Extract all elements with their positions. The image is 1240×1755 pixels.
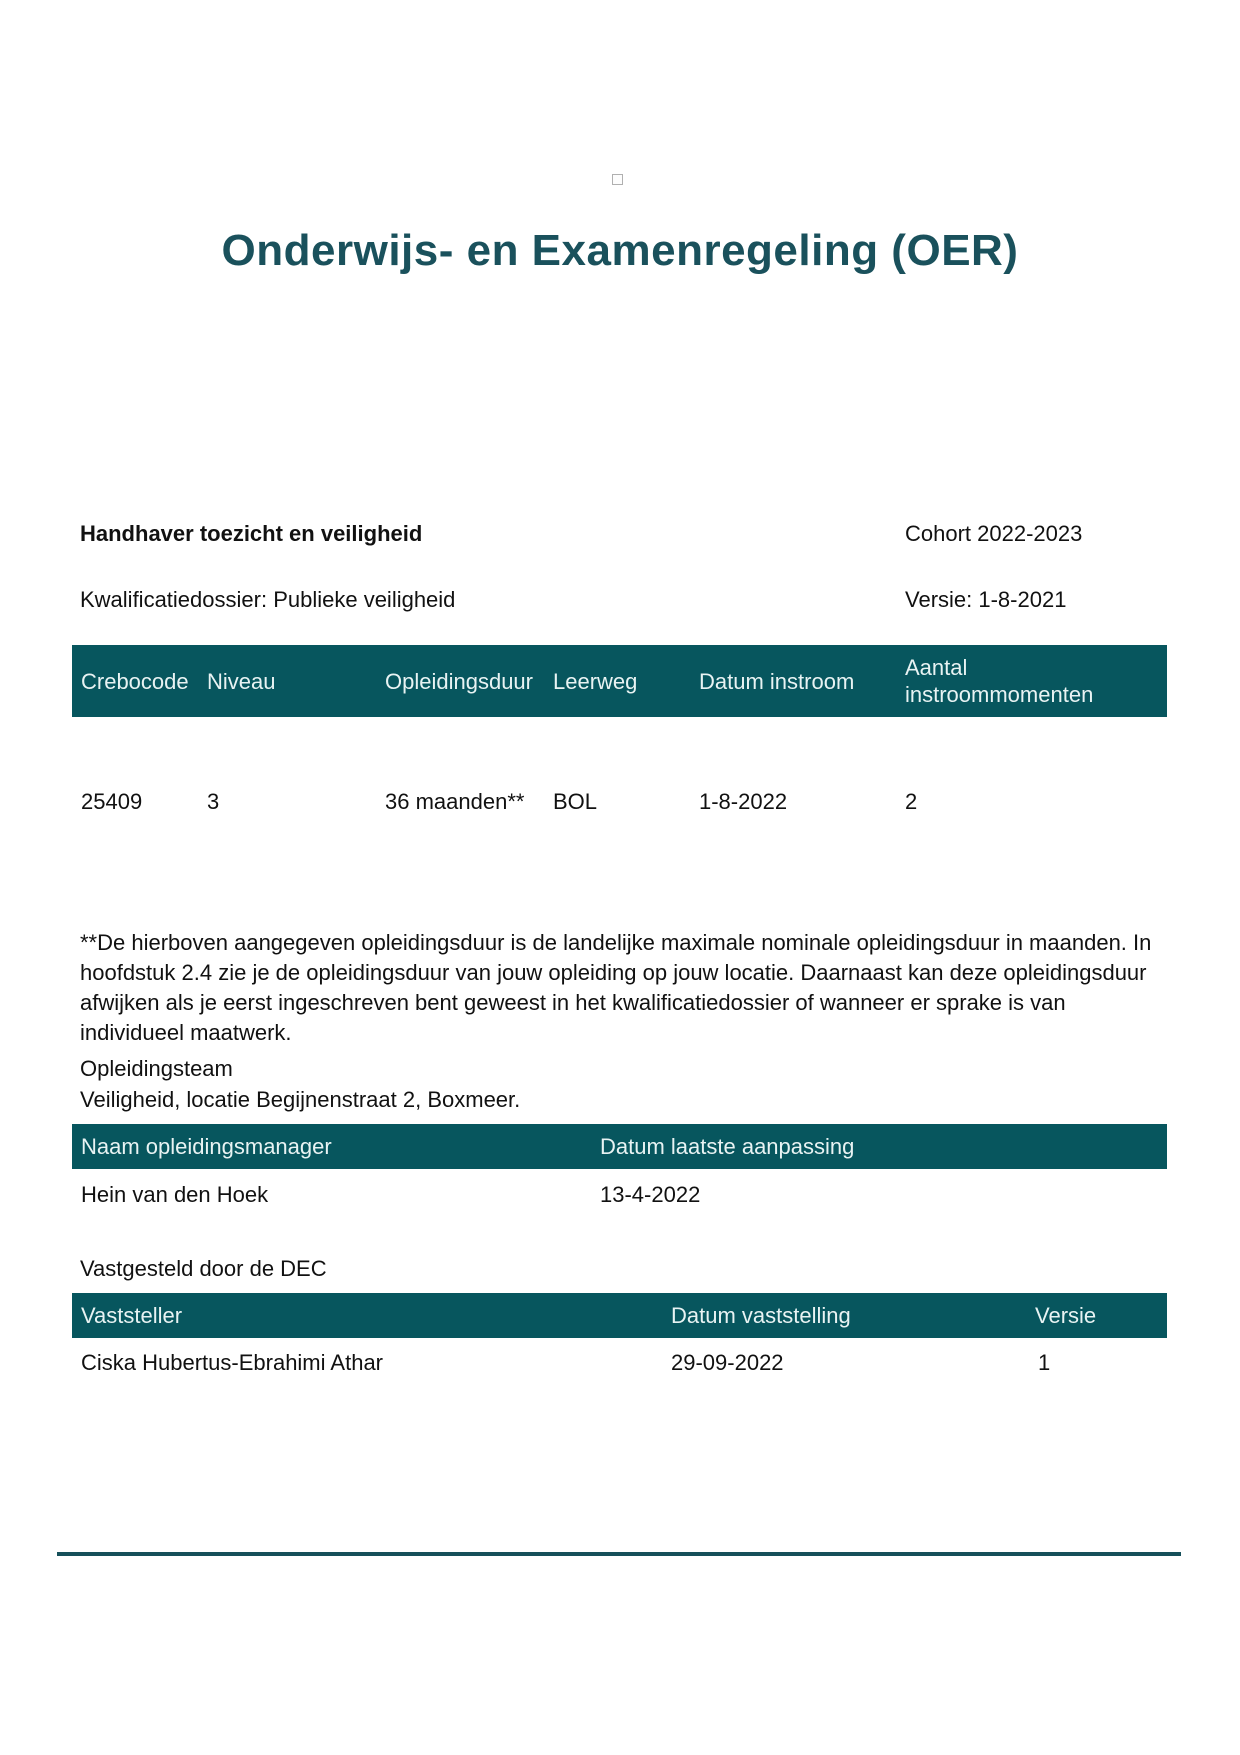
- footer-divider: [57, 1552, 1181, 1556]
- vaststelling-table-row: [72, 1341, 1167, 1385]
- crebo-cell-leerweg: BOL: [553, 789, 598, 814]
- crebo-header-leerweg: Leerweg: [553, 668, 638, 694]
- crebo-header-datum-instroom: Datum instroom: [699, 668, 855, 694]
- crebo-header-crebocode: Crebocode: [81, 668, 189, 694]
- crebo-cell-crebocode: 25409: [81, 789, 143, 814]
- vaststelling-cell-datum: 29-09-2022: [671, 1350, 784, 1375]
- manager-table-header: [72, 1124, 1167, 1169]
- vaststelling-table-header: [72, 1293, 1167, 1338]
- crebo-header-opleidingsduur: Opleidingsduur: [385, 668, 533, 694]
- opleidingsteam-location: Veiligheid, locatie Begijnenstraat 2, Boxmeer.: [80, 1087, 521, 1112]
- crebo-header-aantal-instroommomenten: Aantal instroommomenten: [905, 655, 1094, 707]
- crebo-table-header: [72, 645, 1167, 717]
- vaststelling-cell-versie: 1: [1038, 1350, 1051, 1375]
- vaststelling-header-datum: Datum vaststelling: [671, 1303, 851, 1328]
- opleidingsteam-block: [80, 1053, 1170, 1115]
- crebo-cell-niveau: 3: [207, 789, 220, 814]
- manager-header-naam: Naam opleidingsmanager: [81, 1134, 332, 1159]
- manager-table-row: [72, 1173, 1167, 1217]
- crebo-table-row: [72, 780, 1167, 824]
- opleidingsteam-label: Opleidingsteam: [80, 1056, 233, 1081]
- vaststelling-cell-vaststeller: Ciska Hubertus-Ebrahimi Athar: [81, 1350, 384, 1375]
- crebo-header-niveau: Niveau: [207, 668, 276, 694]
- vaststelling-header-versie: Versie: [1035, 1303, 1097, 1328]
- crebo-cell-aantal-instroommomenten: 2: [905, 789, 918, 814]
- program-versie: Versie: 1-8-2021: [905, 587, 1067, 612]
- opleidingsduur-footnote: **De hierboven aangegeven opleidingsduur is de landelijke maximale nominale opleidingsduur in maanden. In hoofdstuk 2.4 zie je de opleidingsduur van jouw opleiding op jouw locatie. Daarnaast kan deze opleidingsduur afwijken als je eerst ingeschreven bent geweest in het kwalificatiedossier of wanneer er sprake is van individueel maatwerk.: [80, 930, 1152, 1045]
- manager-header-datum: Datum laatste aanpassing: [600, 1134, 855, 1159]
- manager-cell-datum: 13-4-2022: [600, 1182, 701, 1207]
- page-title: Onderwijs- en Examenregeling (OER): [221, 226, 1019, 275]
- program-dossier: Kwalificatiedossier: Publieke veiligheid: [80, 587, 456, 612]
- vaststelling-header-vaststeller: Vaststeller: [81, 1303, 183, 1328]
- broken-image-placeholder-icon: [612, 174, 623, 185]
- dec-heading: Vastgesteld door de DEC: [80, 1256, 327, 1281]
- crebo-cell-opleidingsduur: 36 maanden**: [385, 789, 525, 814]
- crebo-cell-datum-instroom: 1-8-2022: [699, 789, 788, 814]
- manager-cell-naam: Hein van den Hoek: [81, 1182, 269, 1207]
- program-cohort: Cohort 2022-2023: [905, 521, 1083, 546]
- program-name: Handhaver toezicht en veiligheid: [80, 521, 423, 546]
